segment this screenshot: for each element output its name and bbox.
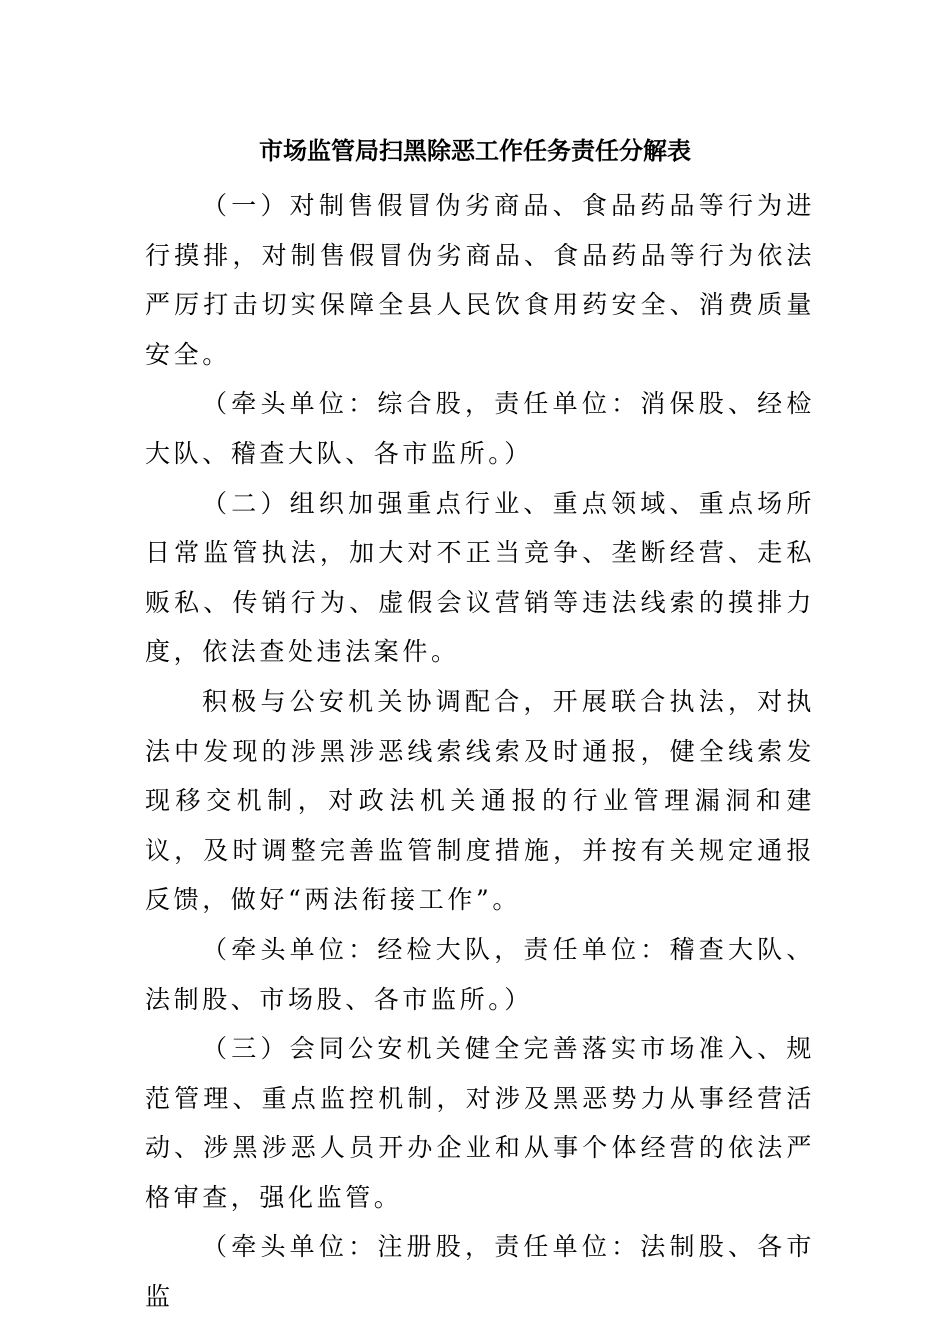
document-body: [145, 181, 815, 1322]
paragraph-5-responsible-units: （牵头单位：经检大队，责任单位：稽查大队、法制股、市场股、各市监所。）: [145, 934, 815, 1014]
paragraph-7-responsible-units: （牵头单位：注册股，责任单位：法制股、各市监: [145, 1232, 815, 1312]
paragraph-2-responsible-units: （牵头单位：综合股，责任单位：消保股、经检大队、稽查大队、各市监所。）: [145, 389, 815, 468]
paragraph-1-item-one: （一）对制售假冒伪劣商品、食品药品等行为进行摸排，对制售假冒伪劣商品、食品药品等行为依法严厉打击切实保障全县人民饮食用药安全、消费质量安全。: [145, 191, 815, 369]
document-title: 市场监管局扫黑除恶工作任务责任分解表: [259, 136, 691, 165]
paragraph-3-item-two: （二）组织加强重点行业、重点领域、重点场所日常监管执法，加大对不正当竞争、垄断经营、走私贩私、传销行为、虚假会议营销等违法线索的摸排力度，依法查处违法案件。: [145, 488, 815, 667]
paragraph-4-cooperation: 积极与公安机关协调配合，开展联合执法，对执法中发现的涉黑涉恶线索线索及时通报，健全线索发现移交机制，对政法机关通报的行业管理漏洞和建议，及时调整完善监管制度措施，并按有关规定通报反馈，做好“两法衔接工作”。: [145, 686, 815, 915]
paragraph-6-item-three: （三）会同公安机关健全完善落实市场准入、规范管理、重点监控机制，对涉及黑恶势力从事经营活动、涉黑涉恶人员开办企业和从事个体经营的依法严格审查，强化监管。: [145, 1034, 815, 1212]
